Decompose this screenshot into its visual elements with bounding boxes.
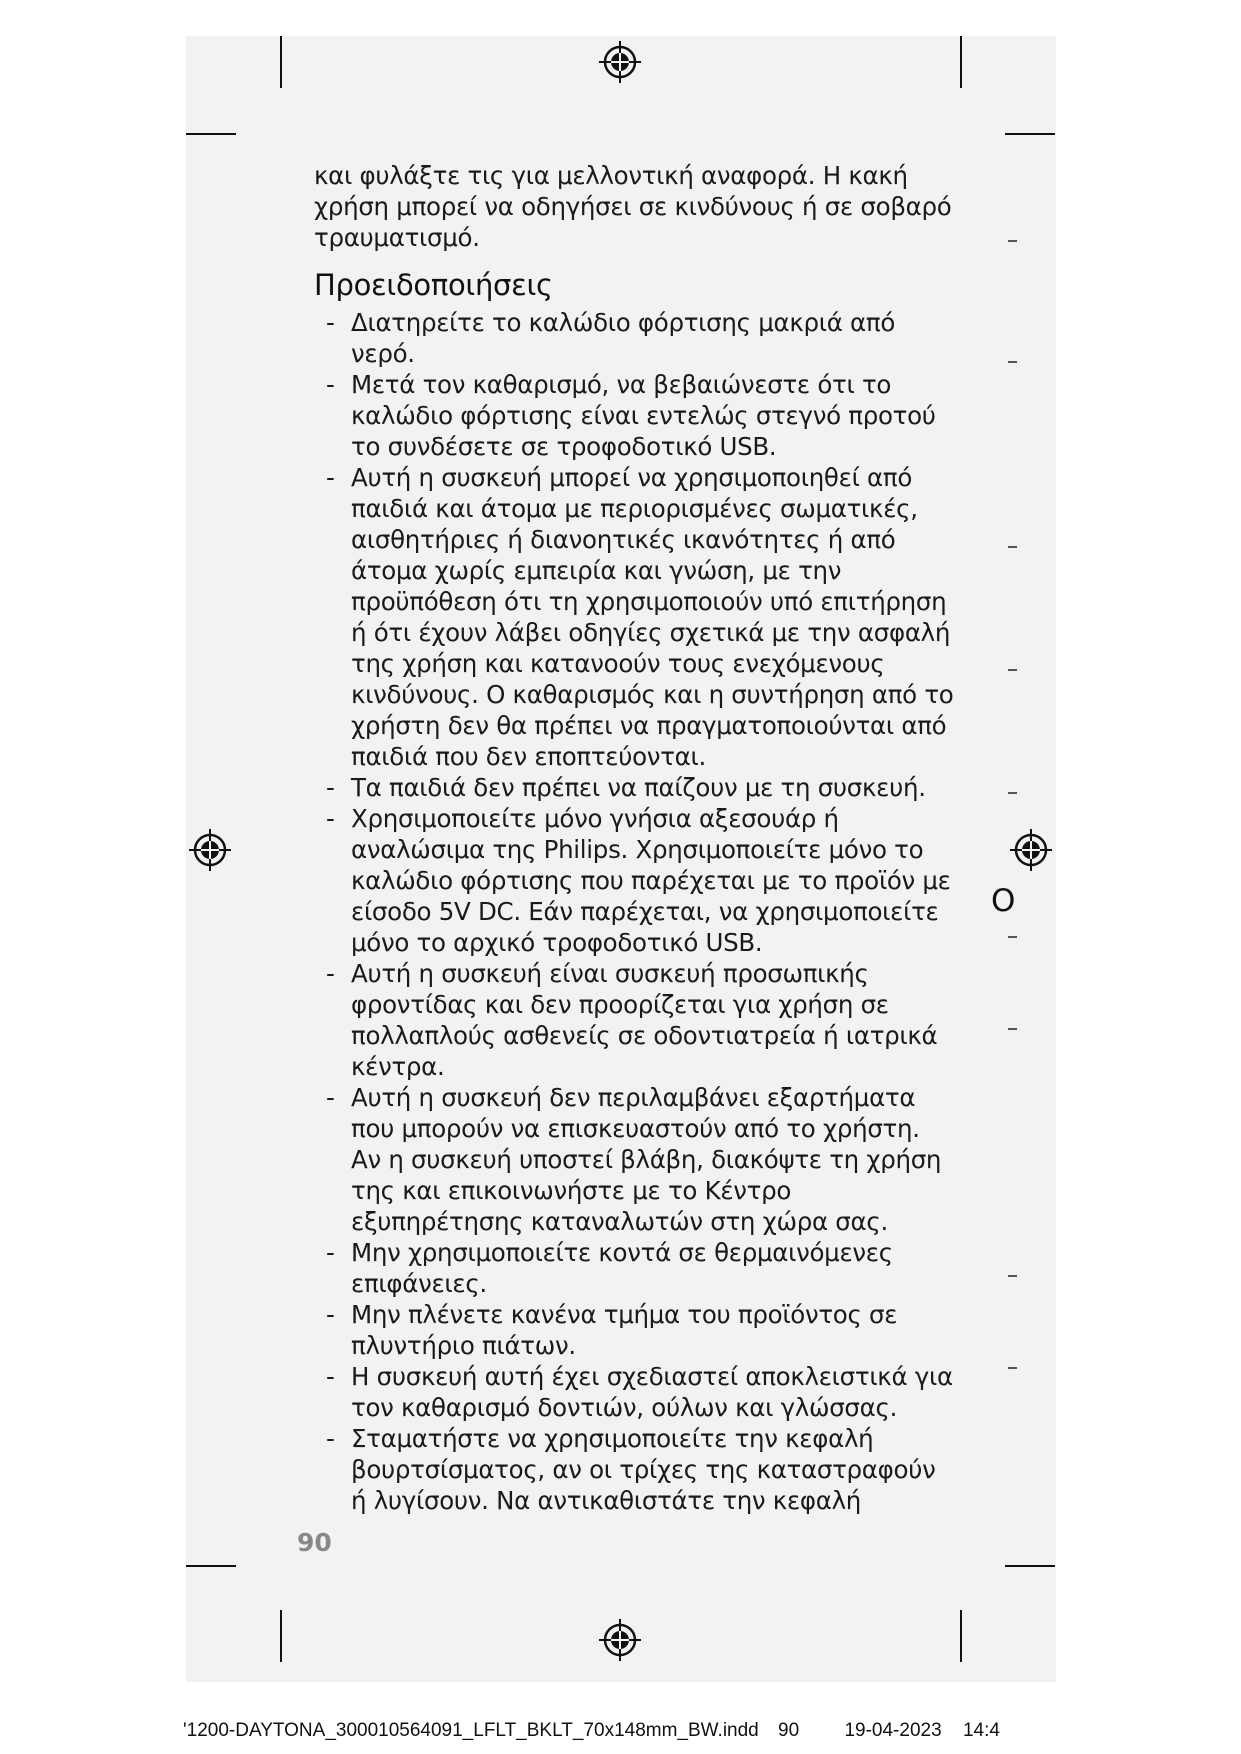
warning-text: Σταματήστε να χρησιμοποιείτε την κεφαλή βουρτσίσματος, αν οι τρίχες της καταστραφούν ή λυγίσουν. Να αντικαθιστάτε την κεφαλή	[351, 1424, 936, 1515]
document-body	[314, 160, 954, 1516]
crop-mark	[186, 1565, 236, 1567]
warning-text: Μην πλένετε κανένα τμήμα του προϊόντος σε πλυντήριο πιάτων.	[351, 1300, 898, 1360]
margin-dash	[1008, 792, 1017, 794]
warning-text: Διατηρείτε το καλώδιο φόρτισης μακριά από νερό.	[351, 308, 896, 368]
warning-item	[314, 803, 954, 958]
crop-mark	[1005, 133, 1055, 135]
margin-dash	[1008, 240, 1017, 242]
warning-item	[314, 462, 954, 772]
bullet-dash: -	[326, 1362, 335, 1391]
warnings-list	[314, 307, 954, 1516]
warning-text: Μετά τον καθαρισμό, να βεβαιώνεστε ότι το καλώδιο φόρτισης είναι εντελώς στεγνό προτού το συνδέσετε σε τροφοδοτικό USB.	[351, 370, 936, 461]
bullet-dash: -	[326, 370, 335, 399]
warning-item	[314, 1423, 954, 1516]
registration-mark-icon	[597, 1617, 643, 1663]
warning-item	[314, 958, 954, 1082]
section-title: Προειδοποιήσεις	[314, 268, 553, 302]
page-number: 90	[297, 1528, 332, 1557]
margin-letter: Ο	[991, 883, 1016, 919]
warning-item	[314, 307, 954, 369]
crop-mark	[280, 36, 282, 88]
registration-mark-icon	[597, 39, 643, 85]
margin-dash	[1008, 361, 1017, 363]
registration-mark-icon	[1008, 827, 1054, 873]
margin-dash	[1008, 669, 1017, 671]
warning-item	[314, 1237, 954, 1299]
crop-mark	[186, 133, 236, 135]
crop-mark	[960, 36, 962, 88]
warning-text: Αυτή η συσκευή μπορεί να χρησιμοποιηθεί από παιδιά και άτομα με περιορισμένες σωματικές, αισθητήριες ή διανοητικές ικανότητες ή από άτομα χωρίς εμπειρία και γνώση, με την προϋπόθεση ότι τη χρησιμοποιούν υπό επιτήρηση ή ότι έχουν λάβει οδηγίες σχετικά με την ασφαλή της χρήση και κατανοούν τους ενεχόμενους κινδύνους. Ο καθαρισμός και η συντήρηση από το χρήστη δεν θα πρέπει να πραγματοποιούνται από παιδιά που δεν εποπτεύονται.	[351, 463, 954, 771]
margin-dash	[1008, 1028, 1017, 1030]
slug-time: 14:4	[962, 1720, 1000, 1741]
intro-line: χρήση μπορεί να οδηγήσει σε κινδύνους ή σε σοβαρό	[314, 192, 952, 221]
warning-text: Χρησιμοποιείτε μόνο γνήσια αξεσουάρ ή αναλώσιμα της Philips. Χρησιμοποιείτε μόνο το καλώδιο φόρτισης που παρέχεται με το προϊόν με είσοδο 5V DC. Εάν παρέχεται, να χρησιμοποιείτε μόνο το αρχικό τροφοδοτικό USB.	[351, 804, 951, 957]
margin-dash	[1008, 936, 1017, 938]
crop-mark	[280, 1610, 282, 1662]
registration-mark-icon	[187, 827, 233, 873]
bullet-dash: -	[326, 463, 335, 492]
bullet-dash: -	[326, 1424, 335, 1453]
bullet-dash: -	[326, 1083, 335, 1112]
bullet-dash: -	[326, 804, 335, 833]
slug-filename: '1200-DAYTONA_300010564091_LFLT_BKLT_70x148mm_BW.indd	[183, 1720, 759, 1741]
crop-mark	[1005, 1565, 1055, 1567]
warning-item	[314, 1082, 954, 1237]
margin-dash	[1008, 546, 1017, 548]
margin-dash	[1008, 1275, 1017, 1277]
intro-paragraph	[314, 160, 954, 253]
warning-text: Η συσκευή αυτή έχει σχεδιαστεί αποκλειστικά για τον καθαρισμό δοντιών, ούλων και γλώσσας.	[351, 1362, 953, 1422]
warning-text: Αυτή η συσκευή είναι συσκευή προσωπικής φροντίδας και δεν προορίζεται για χρήση σε πολλαπλούς ασθενείς σε οδοντιατρεία ή ιατρικά κέντρα.	[351, 959, 938, 1081]
warning-text: Τα παιδιά δεν πρέπει να παίζουν με τη συσκευή.	[351, 773, 926, 802]
slug-date: 19-04-2023	[844, 1720, 942, 1741]
bullet-dash: -	[326, 308, 335, 337]
margin-dash	[1008, 1367, 1017, 1369]
warning-item	[314, 772, 954, 803]
warning-item	[314, 1361, 954, 1423]
bullet-dash: -	[326, 1238, 335, 1267]
intro-line: και φυλάξτε τις για μελλοντική αναφορά. Η κακή	[314, 161, 908, 190]
warning-item	[314, 1299, 954, 1361]
bullet-dash: -	[326, 773, 335, 802]
intro-line: τραυματισμό.	[314, 223, 480, 252]
print-slug	[183, 1720, 1000, 1742]
warning-text: Μην χρησιμοποιείτε κοντά σε θερμαινόμενες επιφάνειες.	[351, 1238, 893, 1298]
warning-text: Αυτή η συσκευή δεν περιλαμβάνει εξαρτήματα που μπορούν να επισκευαστούν από το χρήστη. Αν η συσκευή υποστεί βλάβη, διακόψτε τη χρήση της και επικοινωνήστε με το Κέντρο εξυπηρέτησης καταναλωτών στη χώρα σας.	[351, 1083, 942, 1236]
bullet-dash: -	[326, 959, 335, 988]
crop-mark	[960, 1610, 962, 1662]
slug-page: 90	[778, 1720, 800, 1741]
warning-item	[314, 369, 954, 462]
bullet-dash: -	[326, 1300, 335, 1329]
